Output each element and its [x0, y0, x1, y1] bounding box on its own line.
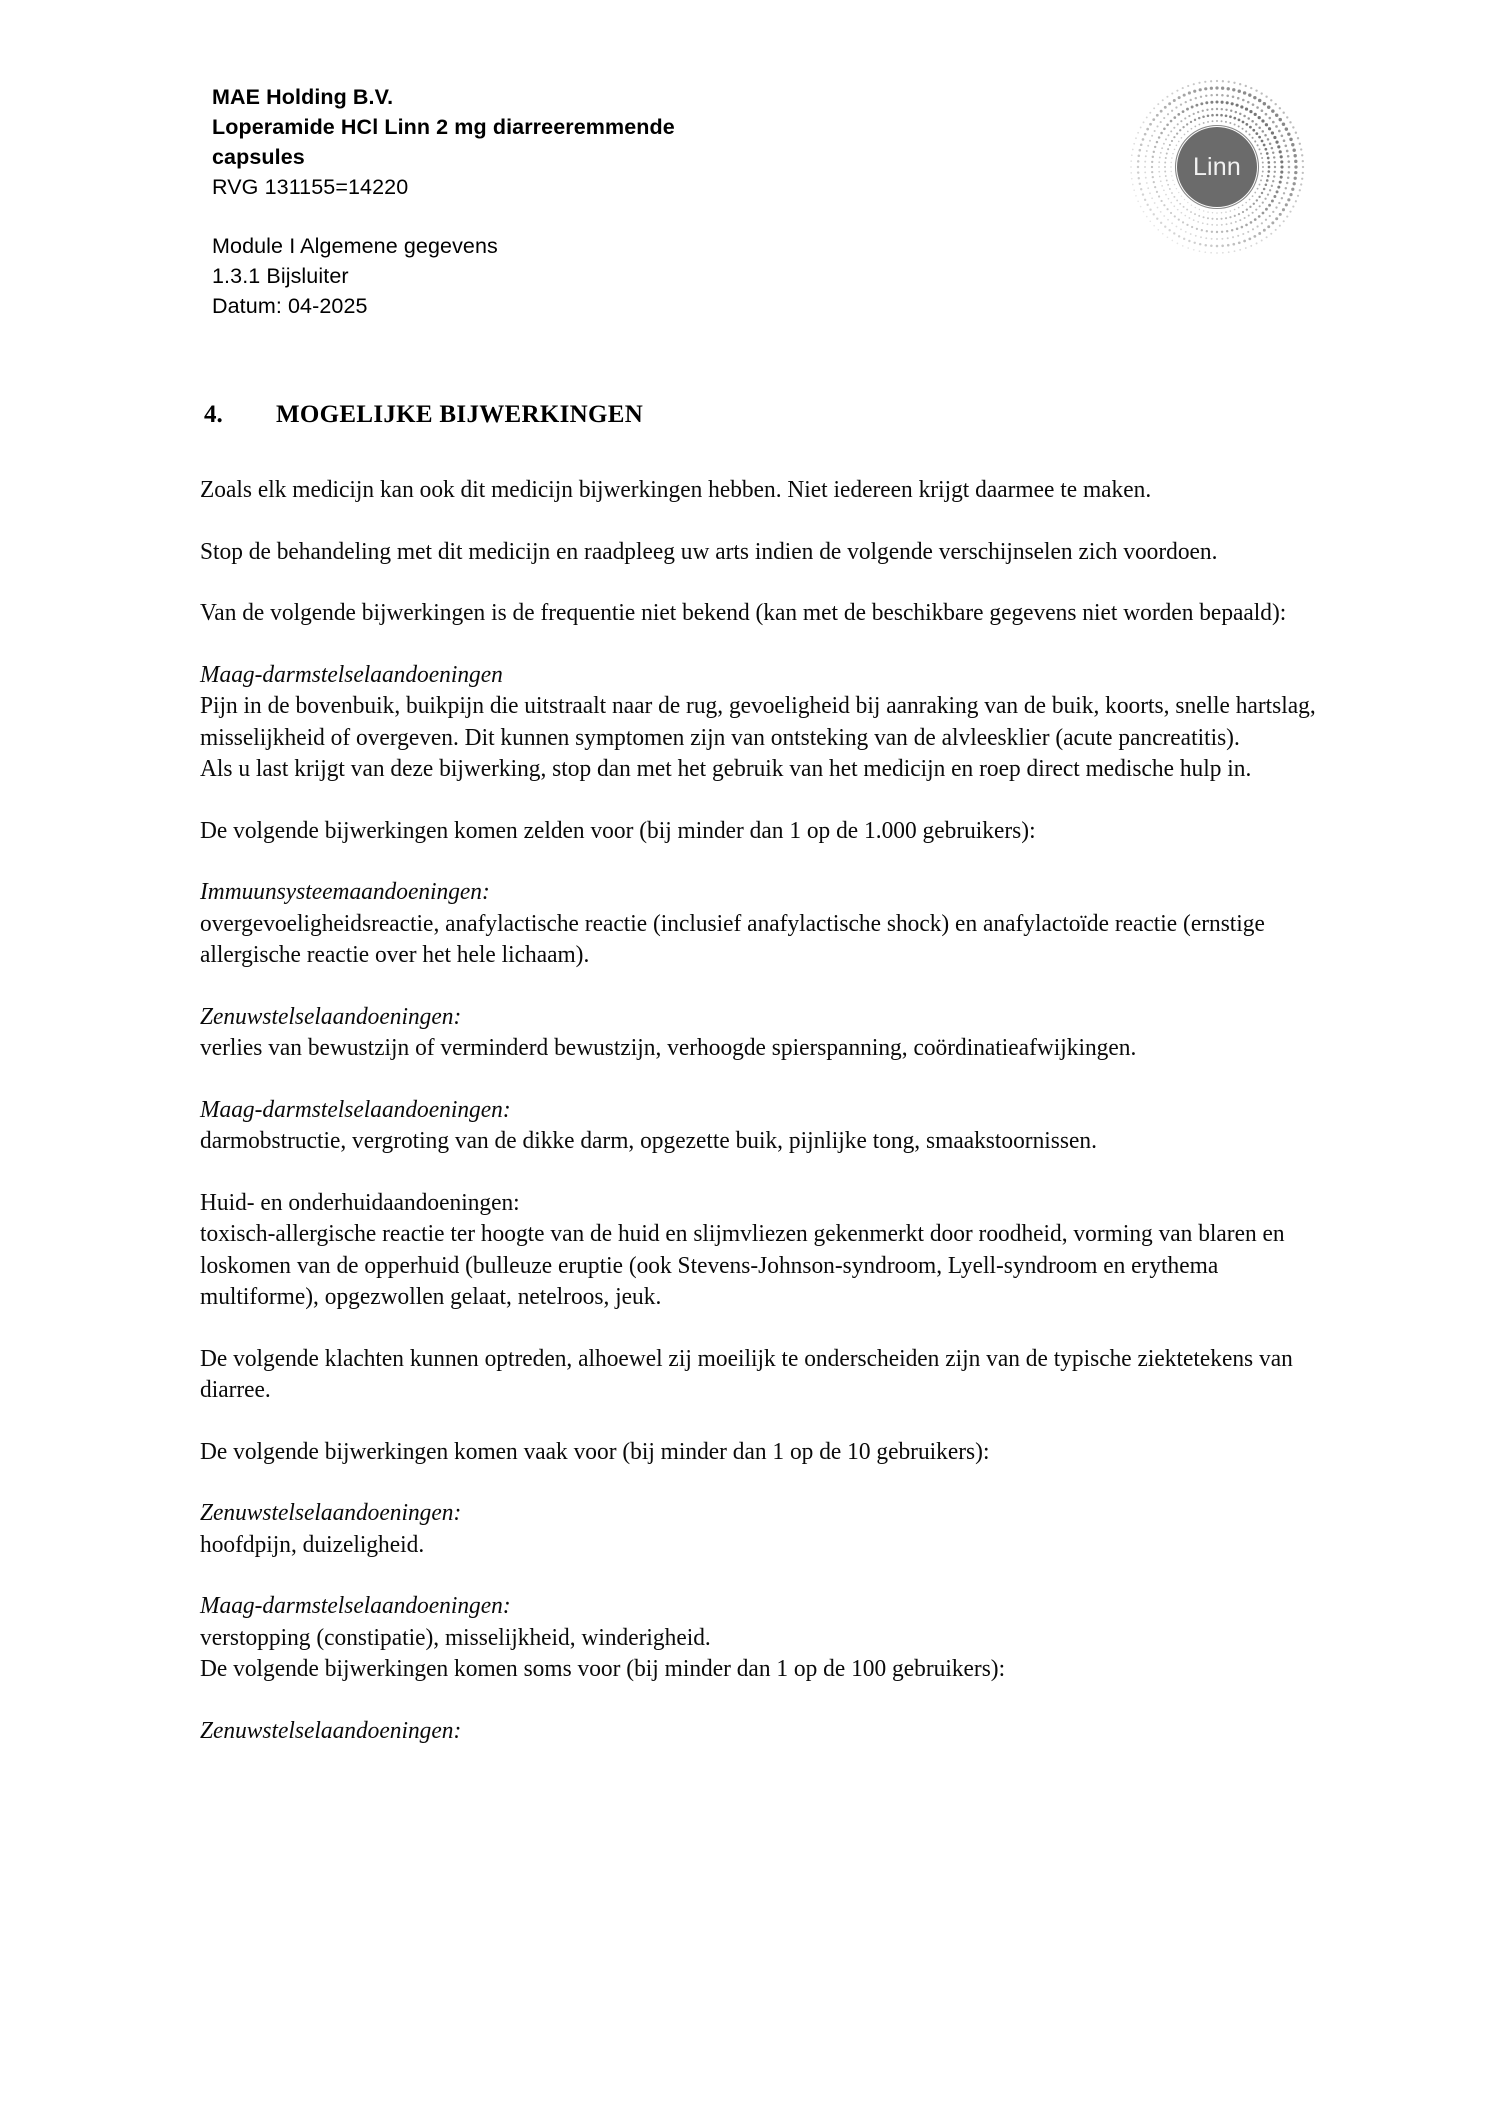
subheading-nervous-common: Zenuwstelselaandoeningen: — [200, 1499, 462, 1526]
paragraph-gi-unknown-advice: Als u last krijgt van deze bijwerking, stop dan met het gebruik van het medicijn en roep direct medische hulp in. — [200, 755, 1252, 782]
section-number: 4. — [204, 401, 223, 428]
subheading-gi-unknown: Maag-darmstelselaandoeningen — [200, 660, 503, 688]
paragraph-uncommon-intro: De volgende bijwerkingen komen soms voor (bij minder dan 1 op de 100 gebruikers): — [200, 1655, 1006, 1682]
paragraph-gi-common: verstopping (constipatie), misselijkheid, winderigheid. — [200, 1623, 711, 1651]
header-module: Module I Algemene gegevens — [212, 234, 498, 258]
paragraph-unknown-frequency: Van de volgende bijwerkingen is de frequentie niet bekend (kan met de beschikbare gegevens niet worden bepaald): — [200, 599, 1287, 626]
paragraph-common-intro: De volgende bijwerkingen komen vaak voor (bij minder dan 1 op de 10 gebruikers): — [200, 1437, 990, 1465]
subheading-immune: Immuunsysteemaandoeningen: — [200, 878, 490, 905]
subheading-gi-common: Maag-darmstelselaandoeningen: — [200, 1592, 511, 1619]
document-header — [212, 82, 912, 321]
logo-circle — [1177, 127, 1257, 207]
paragraph-rare-intro: De volgende bijwerkingen komen zelden voor (bij minder dan 1 op de 1.000 gebruikers): — [200, 816, 1036, 844]
paragraph-stop-treatment: Stop de behandeling met dit medicijn en raadpleeg uw arts indien de volgende verschijnselen zich voordoen. — [200, 537, 1218, 565]
subheading-nervous-rare: Zenuwstelselaandoeningen: — [200, 1002, 462, 1030]
paragraph-gi-rare: darmobstructie, vergroting van de dikke darm, opgezette buik, pijnlijke tong, smaakstoornissen. — [200, 1127, 1097, 1154]
linn-logo — [1122, 72, 1312, 262]
header-module-block — [212, 231, 912, 321]
subheading-nervous-uncommon: Zenuwstelselaandoeningen: — [200, 1716, 462, 1744]
section-heading — [200, 400, 1340, 430]
header-company: MAE Holding B.V. — [212, 85, 394, 109]
section-title: MOGELIJKE BIJWERKINGEN — [276, 401, 644, 428]
document-body — [200, 400, 1340, 1746]
paragraph-gi-unknown: Pijn in de bovenbuik, buikpijn die uitstraalt naar de rug, gevoeligheid bij aanraking van de buik, koorts, snelle hartslag, misselijkheid of overgeven. Dit kunnen symptomen zijn van ontsteking van de alvleesklier (acute pancreatitis). — [200, 692, 1316, 751]
paragraph-nervous-rare: verlies van bewustzijn of verminderd bewustzijn, verhoogde spierspanning, coördinatieafwijkingen. — [200, 1034, 1137, 1061]
subheading-gi-rare: Maag-darmstelselaandoeningen: — [200, 1095, 511, 1123]
header-registration-number: RVG 131155=14220 — [212, 175, 409, 199]
header-product-line-1: Loperamide HCl Linn 2 mg diarreeremmende — [212, 115, 675, 139]
paragraph-immune: overgevoeligheidsreactie, anafylactische reactie (inclusief anafylactische shock) en anafylactoïde reactie (ernstige allergische reactie over het hele lichaam). — [200, 909, 1265, 968]
header-section-reference: 1.3.1 Bijsluiter — [212, 264, 349, 288]
header-product-line-2: capsules — [212, 145, 305, 169]
logo-label: Linn — [1192, 152, 1242, 181]
logo-rings-icon — [1122, 72, 1312, 262]
paragraph-nervous-common: hoofdpijn, duizeligheid. — [200, 1530, 425, 1558]
paragraph-intro: Zoals elk medicijn kan ook dit medicijn bijwerkingen hebben. Niet iedereen krijgt daarmee te maken. — [200, 476, 1152, 503]
paragraph-skin: toxisch-allergische reactie ter hoogte van de huid en slijmvliezen gekenmerkt door roodheid, vorming van blaren en loskomen van de opperhuid (bulleuze eruptie (ook Stevens-Johnson-syndroom, Lyell-syndroom en erythema multiforme), opgezwollen gelaat, netelroos, jeuk. — [200, 1220, 1285, 1310]
paragraph-complaints: De volgende klachten kunnen optreden, alhoewel zij moeilijk te onderscheiden zijn van de typische ziektetekens van diarree. — [200, 1344, 1293, 1403]
subheading-skin: Huid- en onderhuidaandoeningen: — [200, 1188, 520, 1216]
header-date: Datum: 04-2025 — [212, 294, 368, 318]
